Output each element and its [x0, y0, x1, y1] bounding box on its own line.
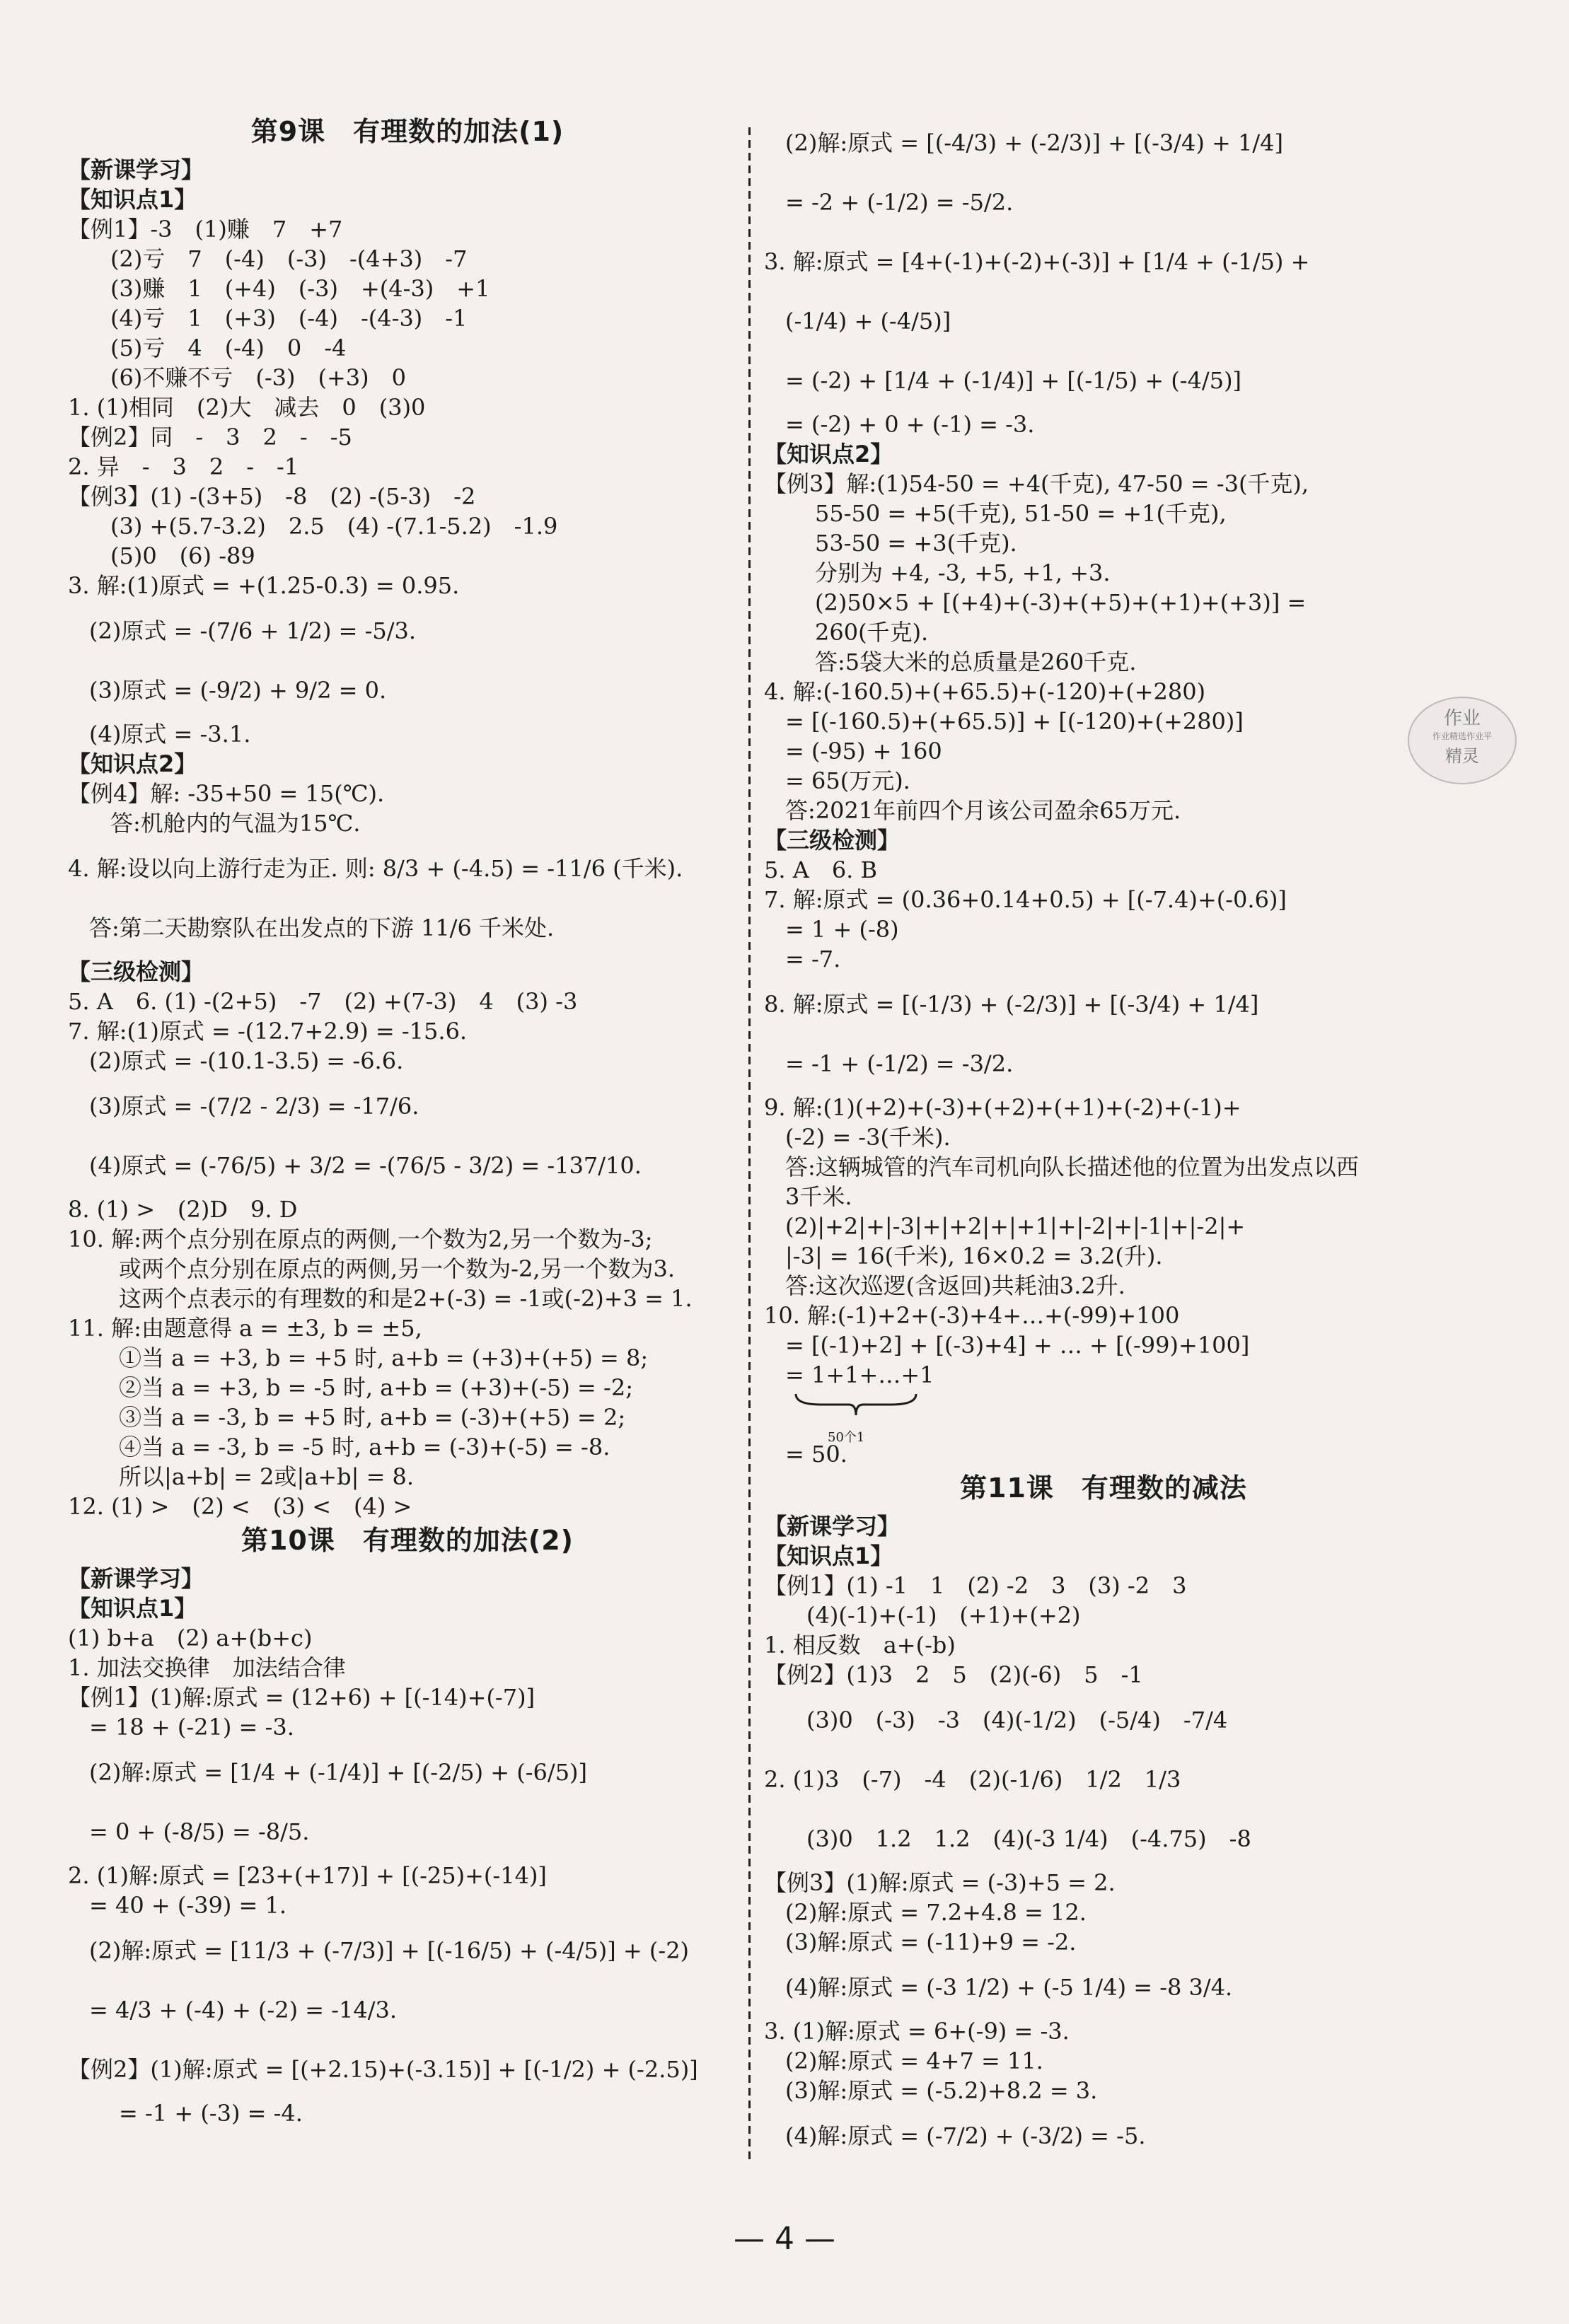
- text-line: 【例4】解: -35+50 = 15(℃).: [68, 780, 385, 807]
- text-line: 7. 解:(1)原式 = -(12.7+2.9) = -15.6.: [68, 1018, 468, 1045]
- text-line: (2)亏 7 (-4) (-3) -(4+3) -7: [110, 245, 468, 272]
- text-line: = [(-160.5)+(+65.5)] + [(-120)+(+280)]: [785, 708, 1244, 735]
- text-line: ①当 a = +3, b = +5 时, a+b = (+3)+(+5) = 8;: [119, 1344, 649, 1371]
- text-line: 3. 解:(1)原式 = +(1.25-0.3) = 0.95.: [68, 572, 460, 599]
- text-line: 答:2021年前四个月该公司盈余65万元.: [785, 797, 1181, 824]
- text-line: 55-50 = +5(千克), 51-50 = +1(千克),: [815, 500, 1227, 527]
- text-line: 答:这辆城管的汽车司机向队长描述他的位置为出发点以西: [785, 1154, 1359, 1180]
- text-line: = -1 + (-3) = -4.: [119, 2100, 303, 2127]
- text-line: (2)50×5 + [(+4)+(-3)+(+5)+(+1)+(+3)] =: [815, 589, 1307, 616]
- text-line: (-1/4) + (-4/5)]: [785, 308, 951, 335]
- text-line: = 4/3 + (-4) + (-2) = -14/3.: [89, 1997, 398, 2023]
- text-line: (2)|+2|+|-3|+|+2|+|+1|+|-2|+|-1|+|-2|+: [785, 1213, 1246, 1240]
- right-column: [764, 113, 1443, 2166]
- lesson-title: 第9课 有理数的加法(1): [250, 116, 565, 147]
- text-line: = 1+1+…+1: [785, 1361, 934, 1388]
- text-line: |-3| = 16(千米), 16×0.2 = 3.2(升).: [785, 1243, 1163, 1270]
- lesson-title: 第10课 有理数的加法(2): [241, 1525, 574, 1556]
- left-column: [68, 113, 747, 2129]
- text-line: = -1 + (-1/2) = -3/2.: [785, 1050, 1014, 1077]
- text-line: 这两个点表示的有理数的和是2+(-3) = -1或(-2)+3 = 1.: [119, 1285, 693, 1312]
- text-line: 10. 解:两个点分别在原点的两侧,一个数为2,另一个数为-3;: [68, 1226, 653, 1253]
- text-line: 1. 加法交换律 加法结合律: [68, 1654, 346, 1681]
- text-line: = -7.: [785, 946, 841, 972]
- text-line: 【例1】-3 (1)赚 7 +7: [68, 216, 343, 243]
- text-line: 10. 解:(-1)+2+(-3)+4+…+(-99)+100: [764, 1302, 1180, 1329]
- brace-label: 50个1: [828, 1430, 865, 1445]
- text-line: (5)亏 4 (-4) 0 -4: [110, 335, 347, 361]
- text-line: = 18 + (-21) = -3.: [89, 1714, 294, 1741]
- lesson-title: 第11课 有理数的减法: [960, 1472, 1247, 1504]
- section-heading: 【知识点2】: [764, 441, 893, 467]
- text-line: = (-2) + [1/4 + (-1/4)] + [(-1/5) + (-4/5)]: [785, 367, 1242, 394]
- text-line: 答:第二天勘察队在出发点的下游 11/6 千米处.: [89, 914, 555, 941]
- text-line: 【例1】(1)解:原式 = (12+6) + [(-14)+(-7)]: [68, 1684, 535, 1711]
- text-line: 5. A 6. B: [764, 856, 878, 883]
- text-line: 答:这次巡逻(含返回)共耗油3.2升.: [785, 1272, 1125, 1299]
- text-line: (1) b+a (2) a+(b+c): [68, 1625, 313, 1651]
- text-line: 2. (1)3 (-7) -4 (2)(-1/6) 1/2 1/3: [764, 1766, 1181, 1793]
- section-heading: 【新课学习】: [68, 1565, 204, 1592]
- text-line: 所以|a+b| = 2或|a+b| = 8.: [119, 1463, 415, 1490]
- text-line: (4)(-1)+(-1) (+1)+(+2): [806, 1602, 1081, 1629]
- stamp-line1: 作业: [1443, 708, 1481, 729]
- text-line: (3)解:原式 = (-5.2)+8.2 = 3.: [785, 2077, 1098, 2104]
- text-line: (4)解:原式 = (-7/2) + (-3/2) = -5.: [785, 2122, 1146, 2149]
- text-line: 答:机舱内的气温为15℃.: [110, 810, 361, 837]
- text-line: 1. (1)相同 (2)大 减去 0 (3)0: [68, 394, 426, 421]
- section-heading: 【知识点2】: [68, 750, 197, 777]
- text-line: (3)0 (-3) -3 (4)(-1/2) (-5/4) -7/4: [806, 1707, 1228, 1733]
- stamp-line2: 作业精选作业平: [1432, 731, 1492, 741]
- watermark-stamp: [1408, 697, 1517, 784]
- text-line: (-2) = -3(千米).: [785, 1124, 951, 1151]
- page-number: — 4 —: [734, 2221, 835, 2257]
- text-line: (2)解:原式 = [11/3 + (-7/3)] + [(-16/5) + (-4/5)] + (-2): [89, 1937, 690, 1964]
- text-line: ③当 a = -3, b = +5 时, a+b = (-3)+(+5) = 2;: [119, 1404, 626, 1431]
- text-line: = (-95) + 160: [785, 738, 942, 765]
- underbrace-annotation: [764, 1390, 1443, 1445]
- text-line: = 1 + (-8): [785, 916, 899, 943]
- text-line: (4)原式 = (-76/5) + 3/2 = -(76/5 - 3/2) = -137/10.: [89, 1152, 642, 1179]
- column-divider: [748, 127, 751, 2164]
- text-line: 分别为 +4, -3, +5, +1, +3.: [815, 559, 1111, 586]
- text-line: (4)原式 = -3.1.: [89, 721, 251, 748]
- text-line: 3. (1)解:原式 = 6+(-9) = -3.: [764, 2018, 1070, 2045]
- text-line: 【例3】解:(1)54-50 = +4(千克), 47-50 = -3(千克),: [764, 470, 1309, 497]
- text-line: 【例1】(1) -1 1 (2) -2 3 (3) -2 3: [764, 1572, 1187, 1599]
- text-line: (4)解:原式 = (-3 1/2) + (-5 1/4) = -8 3/4.: [785, 1974, 1233, 2001]
- text-line: 5. A 6. (1) -(2+5) -7 (2) +(7-3) 4 (3) -3: [68, 988, 578, 1015]
- stamp-line3: 精灵: [1445, 746, 1479, 766]
- text-line: 8. (1) > (2)D 9. D: [68, 1196, 298, 1223]
- text-line: 【例3】(1)解:原式 = (-3)+5 = 2.: [764, 1869, 1116, 1896]
- section-heading: 【知识点1】: [764, 1542, 893, 1569]
- section-heading: 【三级检测】: [68, 958, 204, 985]
- text-line: (2)解:原式 = 7.2+4.8 = 12.: [785, 1899, 1087, 1926]
- text-line: 【例2】同 - 3 2 - -5: [68, 424, 352, 451]
- text-line: 11. 解:由题意得 a = ±3, b = ±5,: [68, 1315, 422, 1342]
- text-line: (3)赚 1 (+4) (-3) +(4-3) +1: [110, 275, 490, 302]
- section-heading: 【三级检测】: [764, 827, 901, 854]
- text-line: 3千米.: [785, 1183, 852, 1210]
- text-line: (3)原式 = -(7/2 - 2/3) = -17/6.: [89, 1093, 419, 1120]
- text-line: 4. 解:设以向上游行走为正. 则: 8/3 + (-4.5) = -11/6 (千米).: [68, 855, 683, 882]
- text-line: = -2 + (-1/2) = -5/2.: [785, 189, 1014, 216]
- text-line: = 65(万元).: [785, 767, 910, 794]
- text-line: ②当 a = +3, b = -5 时, a+b = (+3)+(-5) = -2;: [119, 1374, 633, 1401]
- text-line: (6)不赚不亏 (-3) (+3) 0: [110, 364, 406, 391]
- text-line: (3)0 1.2 1.2 (4)(-3 1/4) (-4.75) -8: [806, 1825, 1251, 1852]
- text-line: 【例2】(1)解:原式 = [(+2.15)+(-3.15)] + [(-1/2) + (-2.5)]: [68, 2056, 698, 2083]
- text-line: 【例2】(1)3 2 5 (2)(-6) 5 -1: [764, 1661, 1143, 1688]
- text-line: 9. 解:(1)(+2)+(-3)+(+2)+(+1)+(-2)+(-1)+: [764, 1094, 1241, 1121]
- text-line: (3) +(5.7-3.2) 2.5 (4) -(7.1-5.2) -1.9: [110, 513, 558, 540]
- text-line: 3. 解:原式 = [4+(-1)+(-2)+(-3)] + [1/4 + (-1/5) +: [764, 248, 1310, 275]
- text-line: 8. 解:原式 = [(-1/3) + (-2/3)] + [(-3/4) + 1/4]: [764, 991, 1259, 1018]
- text-line: ④当 a = -3, b = -5 时, a+b = (-3)+(-5) = -8.: [119, 1434, 610, 1460]
- text-line: 2. (1)解:原式 = [23+(+17)] + [(-25)+(-14)]: [68, 1862, 547, 1889]
- text-line: (2)原式 = -(7/6 + 1/2) = -5/3.: [89, 617, 417, 644]
- text-line: 7. 解:原式 = (0.36+0.14+0.5) + [(-7.4)+(-0.6)]: [764, 886, 1287, 913]
- text-line: = 0 + (-8/5) = -8/5.: [89, 1818, 310, 1845]
- text-line: (2)解:原式 = [(-4/3) + (-2/3)] + [(-3/4) + 1/4]: [785, 129, 1284, 156]
- text-line: 1. 相反数 a+(-b): [764, 1632, 956, 1658]
- text-line: 2. 异 - 3 2 - -1: [68, 453, 299, 480]
- text-line: (4)亏 1 (+3) (-4) -(4-3) -1: [110, 305, 468, 332]
- section-heading: 【知识点1】: [68, 1595, 197, 1622]
- text-line: = (-2) + 0 + (-1) = -3.: [785, 411, 1035, 438]
- section-heading: 【新课学习】: [764, 1513, 901, 1540]
- text-line: (2)解:原式 = 4+7 = 11.: [785, 2047, 1043, 2074]
- text-line: = 40 + (-39) = 1.: [89, 1892, 287, 1919]
- text-line: 53-50 = +3(千克).: [815, 530, 1017, 557]
- text-line: 12. (1) > (2) < (3) < (4) >: [68, 1493, 412, 1520]
- text-line: (2)原式 = -(10.1-3.5) = -6.6.: [89, 1047, 404, 1074]
- text-line: 或两个点分别在原点的两侧,另一个数为-2,另一个数为3.: [119, 1255, 676, 1282]
- text-line: = [(-1)+2] + [(-3)+4] + … + [(-99)+100]: [785, 1332, 1250, 1359]
- text-line: 4. 解:(-160.5)+(+65.5)+(-120)+(+280): [764, 678, 1206, 705]
- text-line: (3)原式 = (-9/2) + 9/2 = 0.: [89, 677, 387, 704]
- text-line: 260(千克).: [815, 619, 929, 646]
- text-line: 【例3】(1) -(3+5) -8 (2) -(5-3) -2: [68, 483, 476, 510]
- text-line: (5)0 (6) -89: [110, 542, 255, 569]
- text-line: = 50.: [785, 1441, 847, 1468]
- section-heading: 【知识点1】: [68, 186, 197, 213]
- section-heading: 【新课学习】: [68, 156, 204, 183]
- text-line: (2)解:原式 = [1/4 + (-1/4)] + [(-2/5) + (-6/5)]: [89, 1759, 588, 1786]
- text-line: 答:5袋大米的总质量是260千克.: [815, 649, 1137, 675]
- text-line: (3)解:原式 = (-11)+9 = -2.: [785, 1929, 1077, 1956]
